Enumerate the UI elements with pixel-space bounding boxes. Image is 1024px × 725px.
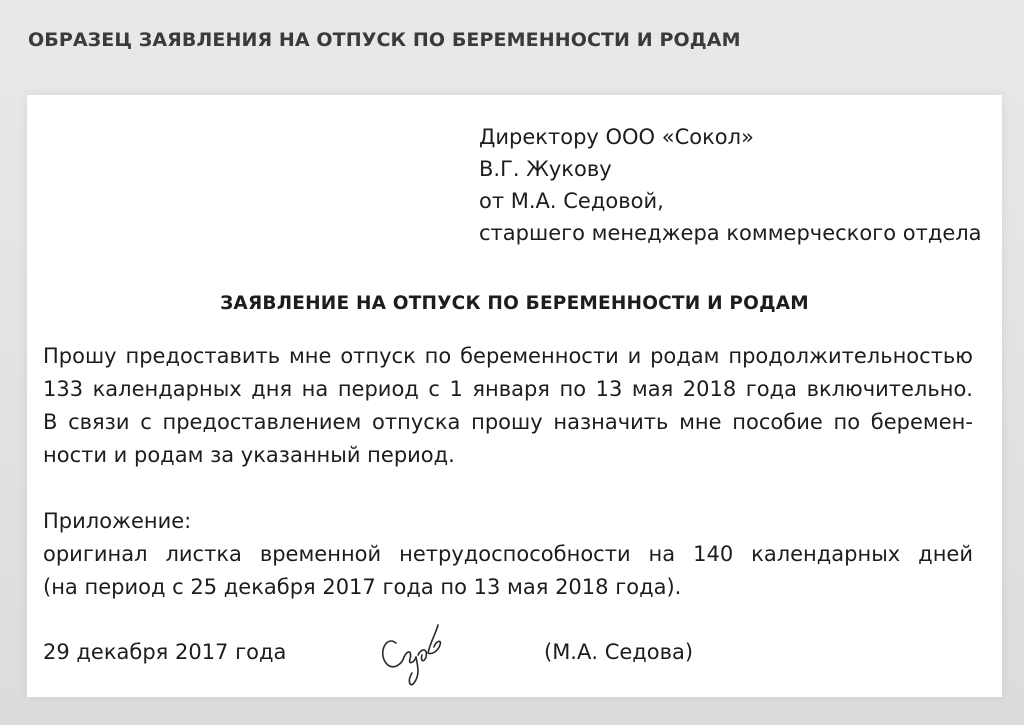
attachment-label: Приложение: (43, 509, 192, 533)
attachment-block (43, 505, 973, 604)
handwritten-signature (374, 613, 454, 693)
page-heading: ОБРАЗЕЦ ЗАЯВЛЕНИЯ НА ОТПУСК ПО БЕРЕМЕННОСТИ И РОДАМ (28, 29, 741, 51)
addressee-line-from: от М.А. Седовой, (479, 189, 664, 213)
body-line-3: В связи с предоставлением отпуска прошу назначить мне пособие по беремен- (43, 410, 973, 434)
signer-name: (М.А. Седова) (544, 640, 694, 664)
addressee-line-director: Директору ООО «Сокол» (479, 125, 754, 149)
addressee-line-position: старшего менеджера коммерческого отдела (479, 221, 982, 245)
body-line-4: ности и родам за указанный период. (43, 443, 455, 467)
attachment-line-2: (на период с 25 декабря 2017 года по 13 мая 2018 года). (43, 575, 682, 599)
document-title: ЗАЯВЛЕНИЕ НА ОТПУСК ПО БЕРЕМЕННОСТИ И РОДАМ (220, 293, 809, 314)
document-sheet (27, 95, 1002, 697)
addressee-line-name: В.Г. Жукову (479, 157, 612, 181)
attachment-line-1: оригинал листка временной нетрудоспособности на 140 календарных дней (43, 542, 973, 566)
addressee-block (479, 121, 982, 249)
body-line-1: Прошу предоставить мне отпуск по беременности и родам продолжительностью (43, 344, 973, 368)
body-line-2: 133 календарных дня на период с 1 января по 13 мая 2018 года включительно. (43, 377, 973, 401)
request-body (43, 340, 973, 472)
document-date: 29 декабря 2017 года (43, 640, 287, 664)
